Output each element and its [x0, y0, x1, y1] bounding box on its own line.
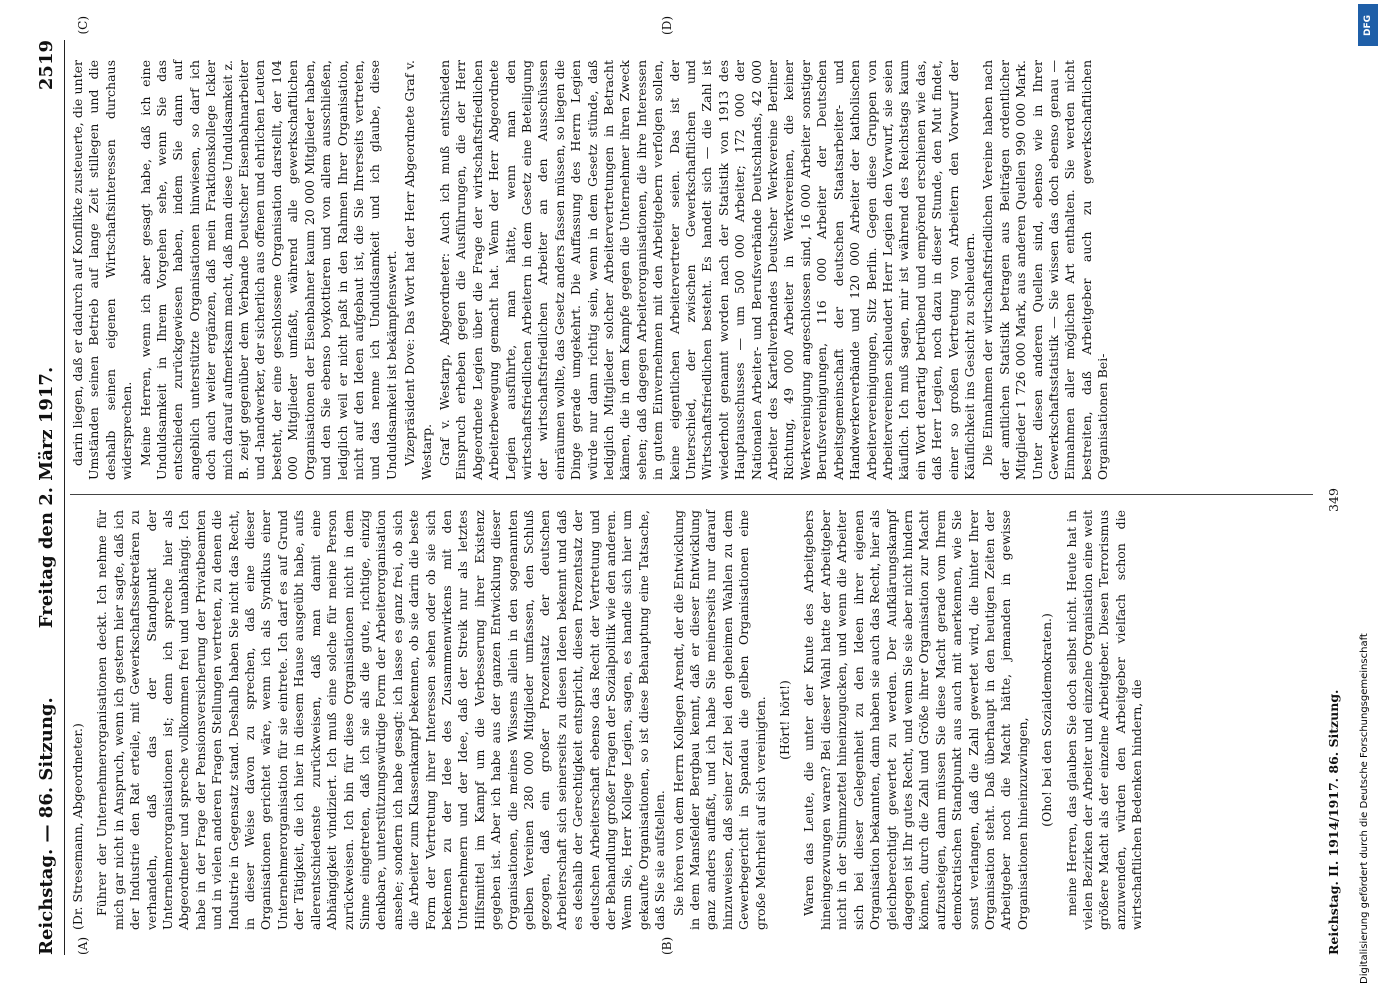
speaker-line: (Dr. Stresemann, Abgeordneter.) [70, 723, 85, 930]
margin-marker-a: (A) [76, 936, 90, 955]
paragraph: Graf v. Westarp, Abgeordneter: Auch ich muß entschieden Einspruch erheben gegen die Ausführungen, die der Herr Abgeordnete Legien über die Frage der wirtschaftsfriedlichen Arbeiterbewegung gemacht hat. Wenn der Herr Abgeordnete Legien ausführte, man hätte, wenn man den wirtschaftsfriedlichen Arbeitern in dem Gesetz eine Beteiligung der wirtschaftsfriedlichen Arbeiter an den Ausschüssen einräumen wollte, das Gesetz anders fassen müssen, so liegen die Dinge gerade umgekehrt. Die Auffassung des Herrn Legien würde nur dann richtig sein, wenn in dem Gesetz stünde, daß lediglich Mitglieder solcher Arbeitervertretungen in Betracht kämen, die in dem Kampfe gegen die Unternehmer ihren Zweck sehen; daß dagegen Arbeiterorganisationen, die ihre Interessen in gutem Einvernehmen mit den Arbeitgebern verfolgen sollen, keine eigentlichen Arbeitervertreter seien. Das ist der Unterschied, der zwischen Gewerkschaftlichen und Wirtschaftsfriedlichen besteht. Es handelt sich — die Zahl ist wiederholt genannt worden nach der Statistik von 1913 des Hauptausschusses — um 500 000 Arbeiter; 172 000 der Nationalen Arbeiter- und Berufsverbände Deutschlands, 42 000 Arbeiter des Kartellverbandes Deutscher Werkvereine Berliner Richtung, 49 000 Arbeiter in Werkvereinen, die keiner Werkvereinigung angeschlossen sind, 16 000 Arbeiter sonstiger Berufsvereinigungen, 116 000 Arbeiter der Deutschen Arbeitsgemeinschaft der deutschen Staatsarbeiter- und Handwerkerverbände und 120 000 Arbeiter der katholischen Arbeitervereinigungen, Sitz Berlin. Gegen diese Gruppen von Arbeitervereinen schleudert Herr Legien den Vorwurf, sie seien käuflich. Ich muß sagen, mir ist während des Reichstags kaum ein Wort derartig betrübend und empörend erschienen wie das, daß Herr Legien, noch dazu in dieser Stunde, den Mut findet, einer so großen Vertretung von Arbeitern den Vorwurf der Käuflichkeit ins Gesicht zu schleudern. [436, 60, 977, 480]
margin-marker-c: (C) [76, 16, 90, 35]
paragraph: Führer der Unternehmerorganisationen deckt. Ich nehme für mich gar nicht in Anspruch, wenn ich gestern hier sagte, daß ich der Industrie den Rat erteile, mit Gewerkschaftssekretären zu verhandeln, daß das der Standpunkt der Unternehmerorganisationen ist; denn ich spreche hier als Abgeordneter und spreche vollkommen frei und unabhängig. Ich habe in der Frage der Pensionsversicherung der Privatbeamten und in vielen anderen Fragen Stellungen vertreten, zu denen die Industrie in Gegensatz stand. Deshalb haben Sie nicht das Recht, in dieser Weise davon zu sprechen, daß eine dieser Organisationen gerichtet wäre, wenn ich als Syndikus einer Unternehmerorganisation für sie eintrete. Ich darf es auf Grund der Tätigkeit, die ich hier in diesem Hause ausgeübt habe, aufs allerentschiedenste zurückweisen, daß man damit eine Abhängigkeit vindiziert. Ich muß eine solche für meine Person zurückweisen. Ich bin für diese Organisationen nicht in dem Sinne eingetreten, daß ich sie als die gute, richtige, einzig denkbare, unterstützungswürdige Form der Arbeiterorganisation ansehe; sondern ich habe gesagt: ich lasse es ganz frei, ob sich die Arbeiter zum Klassenkampf bekennen, ob sie darin die beste Form der Vertretung ihrer Interessen sehen oder ob sie sich bekennen zu der Idee des Zusammenwirkens mit den Unternehmern und der Idee, daß der Streik nur als letztes Hilfsmittel im Kampf um die Verbesserung ihrer Existenz gegeben ist. Aber ich habe aus der ganzen Entwicklung dieser Organisationen, die meines Wissens allein in den sogenannten gelben Vereinen 280 000 Mitglieder umfassen, den Schluß gezogen, daß ein großer Prozentsatz der deutschen Arbeiterschaft sich seinerseits zu diesen Ideen bekennt und daß es deshalb der Gerechtigkeit entspricht, diesen Prozentsatz der deutschen Arbeiterschaft ebenso das Recht der Vertretung und der Behandlung großer Fragen der Sozialpolitik wie den anderen. Wenn Sie, Herr Kollege Legien, sagen, es handle sich hier um gekaufte Organisationen, so ist diese Behauptung eine Tatsache, daß Sie sie aufstellen. [94, 510, 668, 930]
header-date: Freitag den 2. März 1917. [36, 366, 57, 629]
margin-marker-d: (D) [660, 16, 674, 35]
paragraph: Meine Herren, wenn ich aber gesagt habe, daß ich eine Unduldsamkeit in Ihrem Vorgehen sehe, wenn Sie das entschieden zurückgewiesen haben, indem Sie dann auf angeblich unterstützte Organisationen hinwiesen, so darf ich doch auch weiter ergänzen, daß mein Fraktionskollege Ickler mich darauf aufmerksam macht, daß man diese Unduldsamkeit z. B. zeigt gegenüber dem Verbande Deutscher Eisenbahnarbeiter und -handwerker, der sicherlich aus offenen und ehrlichen Leuten besteht, der eine geschlossene Organisation darstellt, der 104 000 Mitglieder umfaßt, während alle gewerkschaftlichen Organisationen der Eisenbahner kaum 20 000 Mitglieder haben, und den Sie ebenso boykottieren und von allem ausschließen, lediglich weil er nicht paßt in den Rahmen Ihrer Organisation, nicht auf den Ideen aufgebaut ist, die Sie Ihrerseits vertreten, und das nenne ich Unduldsamkeit und ich glaube, diese Unduldsamkeit ist bekämpfenswert. [137, 59, 399, 480]
interjection: (Hört! hört!) [777, 680, 793, 760]
interjection: (Oho! bei den Sozialdemokraten.) [1039, 613, 1055, 827]
footer-page-number: 349 [1326, 488, 1341, 512]
paragraph: Vizepräsident Dove: Das Wort hat der Herr Abgeordnete Graf v. Westarp. [402, 60, 434, 480]
header-rule [64, 40, 65, 955]
paragraph: Waren das Leute, die unter der Knute des Arbeitgebers hineingezwungen waren? Bei dieser Wahl hatte der Arbeitgeber nicht in der Stimmzettel hineinzugucken, und wenn die Arbeiter sich bei dieser Gelegenheit zu den Ideen ihrer eigenen Organisation bekannten, dann haben sie auch das Recht, hier als gleichberechtigt gewertet zu werden. Der Aufklärungskampf dagegen ist Ihr gutes Recht, und wenn Sie sie aber nicht hindern können, durch die Zahl und Größe ihrer Organisation zur Macht aufzusteigen, dann müssen Sie diese Macht gerade vom Ihrem demokratischen Standpunkt aus auch mit anerkennen, wie Sie sonst verlangen, daß die Zahl gewertet wird, die hinter Ihrer Organisation steht. Daß überhaupt in den heutigen Zeiten der Arbeitgeber noch die Macht hätte, jemanden in gewisse Organisationen hineinzuzwingen, [801, 510, 1030, 930]
column-divider [70, 494, 1313, 495]
right-column [70, 60, 1313, 480]
paragraph: darin liegen, daß er dadurch auf Konflikte zusteuerte, die unter Umständen seinen Betrieb auf lange Zeit stillegen und die deshalb seinen eigenen Wirtschaftsinteressen durchaus widersprechen. [70, 60, 135, 480]
header-session-title: Reichstag. — 86. Sitzung. [36, 697, 57, 955]
dfg-logo: DFG [1358, 4, 1378, 46]
digitization-note: Digitalisierung gefördert durch die Deutsche Forschungsgemeinschaft [1359, 633, 1370, 984]
footer-volume-info: Reichstag. II. 1914/1917. 86. Sitzung. [1326, 689, 1341, 955]
header-page-number: 2519 [36, 40, 57, 91]
paragraph: Sie hören von dem Herrn Kollegen Arendt, der die Entwicklung in dem Mansfelder Bergbau kennt, daß er dieser Entwicklung ganz anders auffaßt, und ich habe Sie meinerseits nur darauf hinzuweisen, daß seiner Zeit bei den geheimen Wahlen zu dem Gewerbegericht in Spandau die gelben Organisationen eine große Mehrheit auf sich vereinigten. [670, 510, 768, 930]
margin-marker-b: (B) [660, 936, 674, 955]
paragraph: meine Herren, das glauben Sie doch selbst nicht. Heute hat in vielen Bezirken der Arbeiter und einzelne Organisation eine weit größere Macht als der einzelne Arbeitgeber. Diesen Terrorismus anzuwenden, würden den Arbeitgeber vielfach schon die wirtschaftlichen Bedenken hindern, die [1063, 510, 1145, 930]
left-column [70, 510, 1313, 930]
digitization-margin-strip [1357, 4, 1379, 994]
paragraph: Die Einnahmen der wirtschaftsfriedlichen Vereine haben nach der amtlichen Statistik betragen aus Beiträgen ordentlicher Mitglieder 1 726 000 Mark, aus anderen Quellen 990 000 Mark. Unter diesen anderen Quellen sind, ebenso wie in Ihrer Gewerkschaftsstatistik — Sie wissen das doch ebenso genau — Einnahmen aller möglichen Art enthalten. Sie werden nicht bestreiten, daß Arbeitgeber auch zu gewerkschaftlichen Organisationen Bei- [980, 60, 1111, 480]
